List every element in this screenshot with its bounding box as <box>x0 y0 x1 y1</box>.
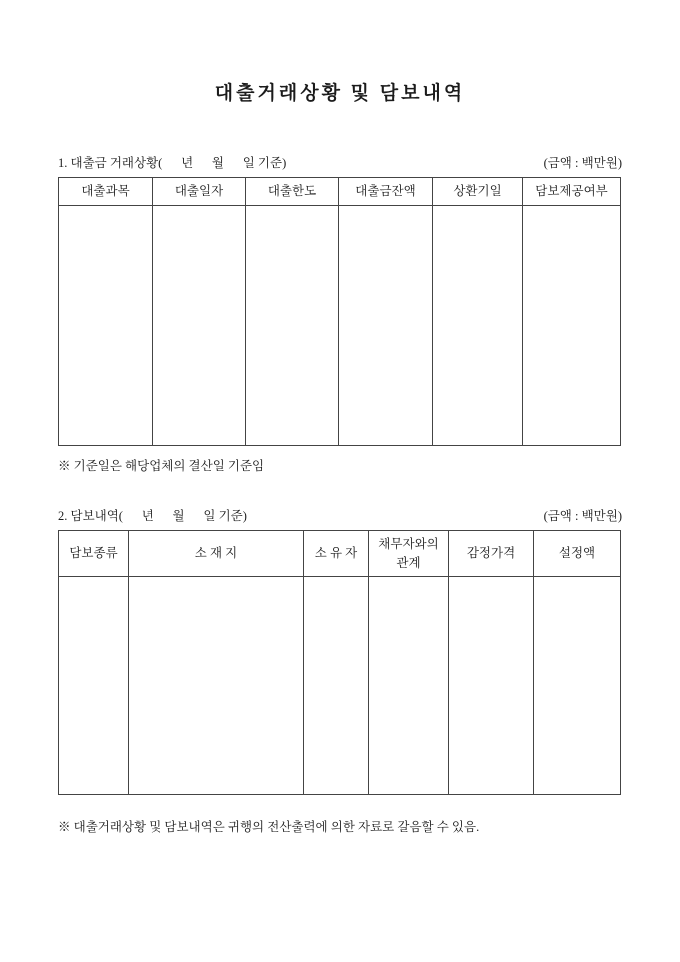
table2-header-debtor-relation: 채무자와의 관계 <box>369 530 449 577</box>
table1-header-loan-item: 대출과목 <box>59 178 153 206</box>
loan-status-table <box>58 177 621 446</box>
empty-cell <box>246 205 339 445</box>
table2-header-owner: 소 유 자 <box>304 530 369 577</box>
empty-cell <box>523 205 621 445</box>
note-base-date: ※ 기준일은 해당업체의 결산일 기준임 <box>58 458 265 473</box>
table2-header-location: 소 재 지 <box>129 530 304 577</box>
empty-cell <box>129 577 304 795</box>
table1-header-repayment-date: 상환기일 <box>433 178 523 206</box>
empty-cell <box>59 205 153 445</box>
table1-header-loan-limit: 대출한도 <box>246 178 339 206</box>
table1-header-loan-date: 대출일자 <box>153 178 246 206</box>
page-title: 대출거래상황 및 담보내역 <box>214 83 466 104</box>
section2-label: 2. 담보내역( 년 월 일 기준) <box>58 508 247 523</box>
section1-unit-label: (금액 : 백만원) <box>543 156 622 170</box>
section2-header-row <box>58 506 622 524</box>
table1-header-collateral-provided: 담보제공여부 <box>523 178 621 206</box>
empty-cell <box>534 577 621 795</box>
note-substitution: ※ 대출거래상황 및 담보내역은 귀행의 전산출력에 의한 자료로 갈음할 수 있음. <box>58 820 480 835</box>
loan-table-header-row <box>59 178 621 206</box>
collateral-table-empty-row <box>59 577 621 795</box>
loan-table-empty-row <box>59 205 621 445</box>
table2-header-collateral-type: 담보종류 <box>59 530 129 577</box>
section1-header-row <box>58 153 622 171</box>
table2-header-appraisal-value: 감정가격 <box>449 530 534 577</box>
section1-label: 1. 대출금 거래상황( 년 월 일 기준) <box>58 156 287 170</box>
empty-cell <box>433 205 523 445</box>
empty-cell <box>59 577 129 795</box>
empty-cell <box>153 205 246 445</box>
section2-unit-label: (금액 : 백만원) <box>543 508 622 523</box>
empty-cell <box>304 577 369 795</box>
table1-header-loan-balance: 대출금잔액 <box>339 178 433 206</box>
empty-cell <box>369 577 449 795</box>
collateral-table <box>58 530 621 796</box>
collateral-table-header-row <box>59 530 621 577</box>
empty-cell <box>449 577 534 795</box>
empty-cell <box>339 205 433 445</box>
table2-header-set-amount: 설정액 <box>534 530 621 577</box>
